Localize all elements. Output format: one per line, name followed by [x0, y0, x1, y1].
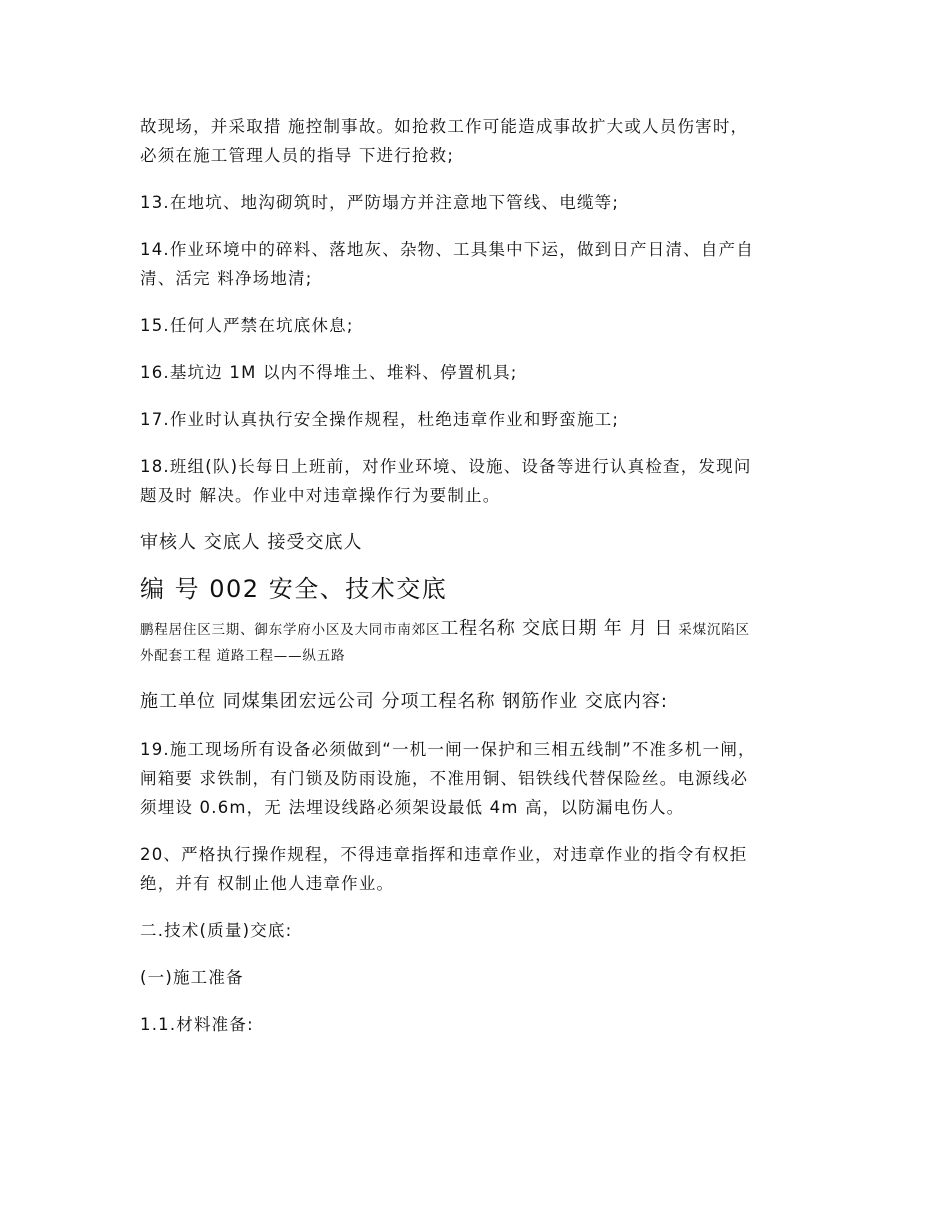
- document-page: [140, 112, 820, 1057]
- text-line: 16.基坑边 1M 以内不得堆土、堆料、停置机具;: [140, 363, 518, 382]
- item-material-prep: [140, 1010, 820, 1039]
- text-line: 须埋设 0.6m，无 法埋设线路必须架设最低 4m 高，以防漏电伤人。: [140, 798, 685, 817]
- text-line: 题及时 解决。作业中对违章操作行为要制止。: [140, 486, 501, 505]
- paragraph-accident-continuation: [140, 112, 820, 170]
- text-line: 清、活完 料净场地清;: [140, 269, 313, 288]
- text-line: 18.班组(队)长每日上班前，对作业环境、设施、设备等进行认真检查，发现问: [140, 457, 752, 476]
- construction-unit-line: 施工单位 同煤集团宏远公司 分项工程名称 钢筋作业 交底内容:: [140, 691, 668, 712]
- text-line: 19.施工现场所有设备必须做到“一机一闸一保护和三相五线制”不准多机一闸，: [140, 740, 756, 759]
- text-line: 闸箱要 求铁制，有门锁及防雨设施，不准用铜、铝铁线代替保险丝。电源线必: [140, 769, 749, 788]
- paragraph-item-18: [140, 452, 820, 510]
- paragraph-item-17: [140, 405, 820, 434]
- subsection-heading: (一)施工准备: [140, 968, 244, 987]
- project-info-line-1: [140, 616, 820, 643]
- paragraph-item-19: [140, 735, 820, 822]
- paragraph-item-13: [140, 188, 820, 217]
- section-heading: 二.技术(质量)交底:: [140, 921, 293, 940]
- project-info: [140, 616, 820, 669]
- text-line: 20、严格执行操作规程，不得违章指挥和违章作业，对违章作业的指令有权拒: [140, 845, 748, 864]
- paragraph-item-16: [140, 358, 820, 387]
- signers-line: 审核人 交底人 接受交底人: [140, 532, 363, 553]
- item-heading: 1.1.材料准备:: [140, 1015, 254, 1034]
- subsection-construction-prep: [140, 963, 820, 992]
- text-line: 17.作业时认真执行安全操作规程，杜绝违章作业和野蛮施工;: [140, 410, 620, 429]
- text-line: 14.作业环境中的碎料、落地灰、杂物、工具集中下运，做到日产日清、自产自: [140, 240, 754, 259]
- document-heading: 编 号 002 安全、技术交底: [140, 575, 448, 603]
- text-line: 绝，并有 权制止他人违章作业。: [140, 874, 395, 893]
- text-line: 故现场，并采取措 施控制事故。如抢救工作可能造成事故扩大或人员伤害时，: [140, 117, 749, 136]
- paragraph-item-14: [140, 235, 820, 293]
- paragraph-item-15: [140, 311, 820, 340]
- project-fields: 工程名称 交底日期 年 月 日: [440, 618, 674, 639]
- text-line: 15.任何人严禁在坑底休息;: [140, 316, 354, 335]
- project-location-suffix: 采煤沉陷区: [673, 622, 750, 638]
- section-technical-quality: [140, 916, 820, 945]
- text-line: 必须在施工管理人员的指导 下进行抢救;: [140, 146, 455, 165]
- project-info-line-2: 外配套工程 道路工程——纵五路: [140, 648, 346, 664]
- paragraph-item-20: [140, 840, 820, 898]
- project-location: 鹏程居住区三期、御东学府小区及大同市南郊区: [140, 622, 441, 638]
- text-line: 13.在地坑、地沟砌筑时，严防塌方并注意地下管线、电缆等;: [140, 193, 620, 212]
